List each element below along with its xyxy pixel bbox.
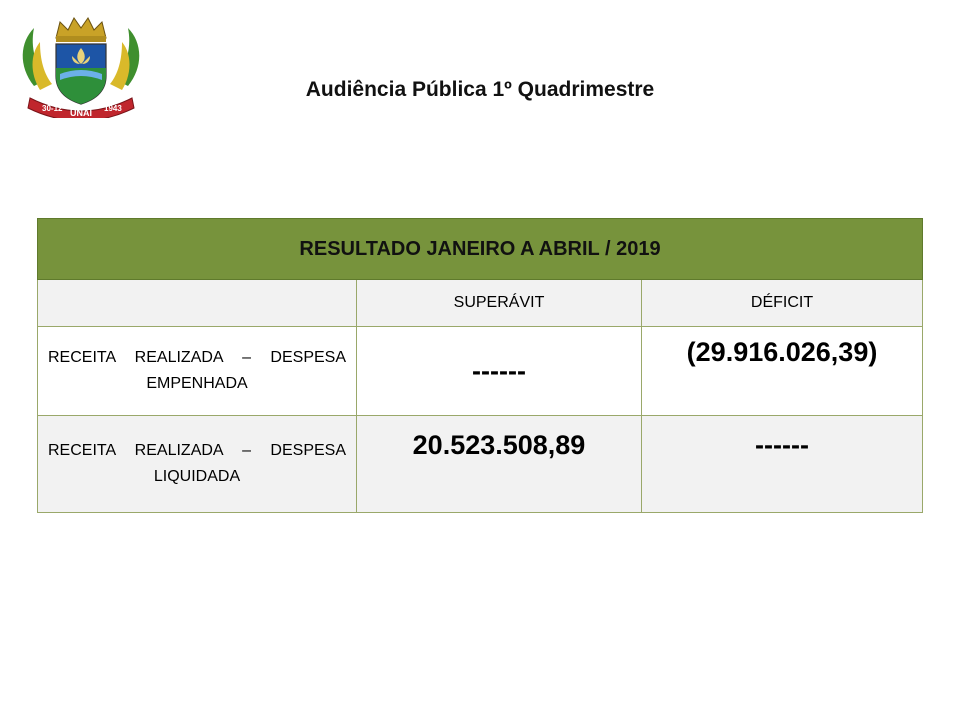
deficit-value: (29.916.026,39) bbox=[642, 327, 923, 416]
table-heading: RESULTADO JANEIRO A ABRIL / 2019 bbox=[38, 219, 923, 280]
crest-ribbon-left: 30-12 bbox=[42, 104, 63, 113]
table-row bbox=[38, 416, 923, 513]
column-header-row bbox=[38, 280, 923, 327]
table-heading-row bbox=[38, 219, 923, 280]
table-row bbox=[38, 327, 923, 416]
result-table bbox=[37, 218, 923, 513]
column-header-superavit: SUPERÁVIT bbox=[357, 280, 642, 327]
row-label: RECEITA REALIZADA – DESPESA LIQUIDADA bbox=[38, 416, 357, 513]
crest-ribbon-center: UNAÍ bbox=[70, 108, 92, 118]
crest-ribbon-right: 1943 bbox=[104, 104, 122, 113]
row-label: RECEITA REALIZADA – DESPESA EMPENHADA bbox=[38, 327, 357, 416]
page-title: Audiência Pública 1º Quadrimestre bbox=[305, 78, 655, 101]
superavit-value: ------ bbox=[357, 327, 642, 416]
column-header-deficit: DÉFICIT bbox=[642, 280, 923, 327]
superavit-value: 20.523.508,89 bbox=[357, 416, 642, 513]
deficit-value: ------ bbox=[642, 416, 923, 513]
municipal-crest-logo bbox=[16, 14, 146, 118]
column-header-empty bbox=[38, 280, 357, 327]
